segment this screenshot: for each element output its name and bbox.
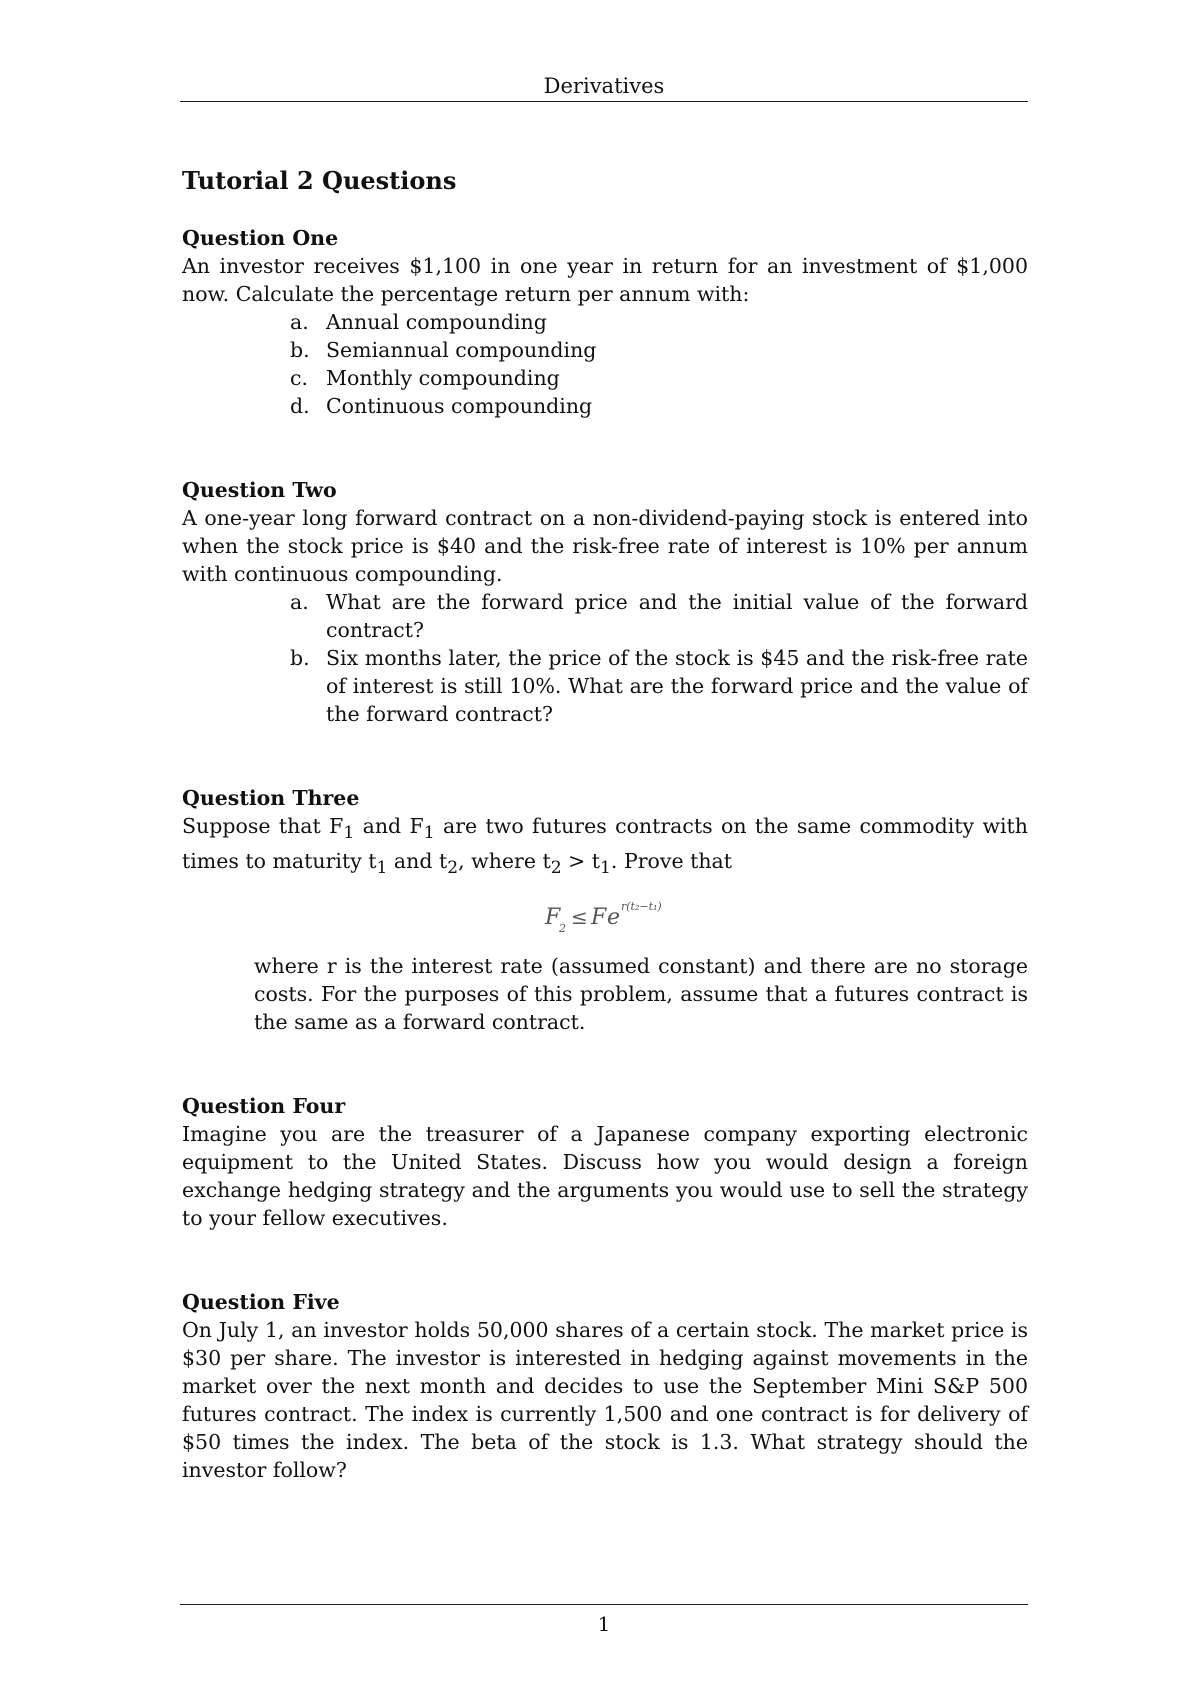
- q3-subscript: 2: [447, 858, 459, 879]
- list-item-label: b.: [290, 646, 310, 670]
- formula-graphic: [535, 896, 675, 936]
- list-item-text: Annual compounding: [326, 310, 547, 334]
- q3-text-part: are two futures contracts on the same commodity with times to maturity t: [182, 814, 1028, 874]
- question-four: [182, 1092, 1028, 1232]
- list-item-text: Continuous compounding: [326, 394, 593, 418]
- formula-e: e: [607, 905, 621, 931]
- list-item-label: a.: [290, 590, 309, 614]
- list-item: [290, 588, 1028, 644]
- question-two: [182, 476, 1028, 728]
- q3-text-part: and F: [354, 814, 424, 838]
- question-one: [182, 224, 1028, 420]
- document-body: [182, 166, 1028, 1484]
- formula-exponent: r(t₂−t₁): [621, 900, 662, 914]
- q3-text-part: , where t: [458, 849, 551, 874]
- list-item-label: c.: [290, 366, 308, 390]
- inequality-formula: [182, 896, 1028, 936]
- list-item-text: Six months later, the price of the stock is $45 and the risk-free rate of interest is still 10%. What are the forward price and the value of the forward contract?: [326, 646, 1028, 726]
- q3-subscript: 1: [600, 858, 611, 879]
- list-item: [290, 392, 1028, 420]
- footer-rule: [180, 1604, 1028, 1605]
- list-item-label: a.: [290, 310, 309, 334]
- list-item-label: d.: [290, 394, 310, 418]
- question-three-heading: Question Three: [182, 786, 360, 810]
- q3-text-part: Suppose that F: [182, 814, 344, 838]
- formula-op: ≤: [571, 905, 588, 930]
- question-one-text: An investor receives $1,100 in one year in return for an investment of $1,000 now. Calculate the percentage return per annum with:: [182, 254, 1028, 306]
- q3-text-part: and t: [387, 849, 448, 874]
- q3-subscript: 2: [550, 858, 562, 879]
- question-two-text: A one-year long forward contract on a non-dividend-paying stock is entered into when the stock price is $40 and the risk-free rate of interest is 10% per annum with continuous compounding.: [182, 506, 1028, 586]
- q3-subscript: 1: [376, 858, 388, 879]
- list-item-text: Semiannual compounding: [326, 338, 597, 362]
- question-one-list: [182, 308, 1028, 420]
- question-five-heading: Question Five: [182, 1290, 340, 1315]
- list-item: [290, 644, 1028, 728]
- formula-lhs: F: [545, 905, 561, 931]
- q3-text-part: > t: [561, 849, 601, 874]
- q3-text-part: . Prove that: [610, 849, 733, 874]
- list-item-text: What are the forward price and the initial value of the forward contract?: [326, 590, 1028, 642]
- question-five: [182, 1288, 1028, 1484]
- list-item-label: b.: [290, 338, 310, 362]
- list-item: [290, 364, 1028, 392]
- question-four-text: Imagine you are the treasurer of a Japanese company exporting electronic equipment to the United States. Discuss how you would design a foreign exchange hedging strategy and the arguments you would use to sell the strategy to your fellow executives.: [182, 1122, 1028, 1231]
- page-number: 1: [597, 1612, 611, 1636]
- q3-subscript: 1: [423, 823, 435, 844]
- list-item: [290, 308, 1028, 336]
- question-one-heading: Question One: [182, 226, 339, 250]
- question-three: [182, 784, 1028, 1036]
- document-title: Tutorial 2 Questions: [182, 166, 457, 195]
- question-four-heading: Question Four: [182, 1094, 346, 1119]
- list-item: [290, 336, 1028, 364]
- question-five-text: On July 1, an investor holds 50,000 shares of a certain stock. The market price is $30 per share. The investor is interested in hedging against movements in the market over the next month and decides to use the September Mini S&P 500 futures contract. The index is currently 1,500 and one contract is for delivery of $50 times the index. The beta of the stock is 1.3. What strategy should the investor follow?: [182, 1318, 1028, 1483]
- running-header: Derivatives: [543, 74, 665, 98]
- question-three-followup: where r is the interest rate (assumed constant) and there are no storage costs. For the purposes of this problem, assume that a futures contract is the same as a forward contract.: [254, 954, 1028, 1035]
- question-two-heading: Question Two: [182, 478, 337, 502]
- header-rule: [180, 101, 1028, 102]
- list-item-text: Monthly compounding: [326, 366, 560, 390]
- q3-subscript: 1: [343, 823, 355, 844]
- question-two-list: [182, 588, 1028, 728]
- question-three-text: [182, 812, 1028, 882]
- formula-lhs-sub: 2: [559, 922, 566, 936]
- formula-rhs: F: [591, 905, 607, 931]
